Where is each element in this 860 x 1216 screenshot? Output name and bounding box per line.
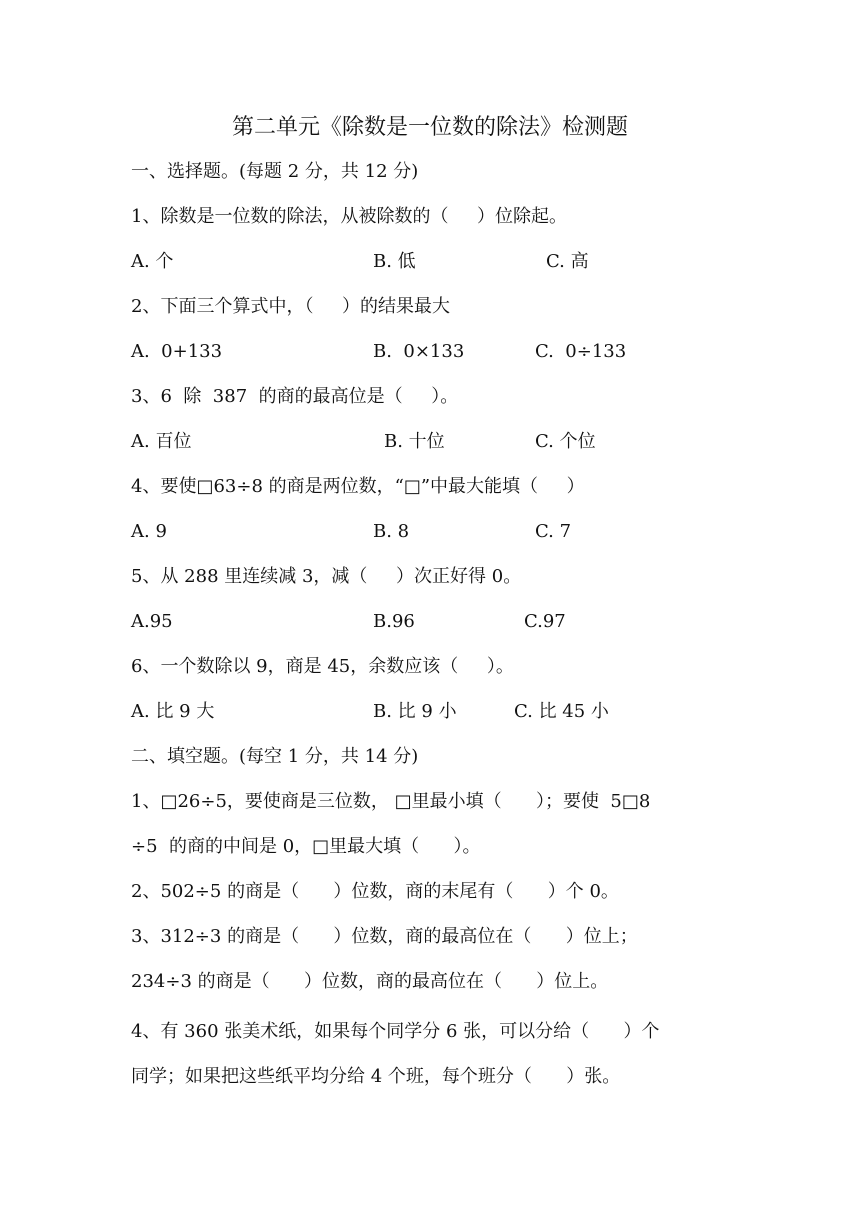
fill-line-1: 1、□26÷5，要使商是三位数， □里最小填（ ）；要使 5□8 <box>131 791 651 812</box>
fill-line-2: ÷5 的商的中间是 0，□里最大填（ ）。 <box>131 836 481 857</box>
q4-option-a: A. 9 <box>131 521 167 542</box>
section-heading-choice: 一、选择题。(每题 2 分，共 12 分) <box>131 161 419 182</box>
fill-line-7: 同学；如果把这些纸平均分给 4 个班，每个班分（ ）张。 <box>131 1066 621 1087</box>
section-heading-fill-blank: 二、填空题。(每空 1 分，共 14 分) <box>131 746 419 767</box>
question-3: 3、6 除 387 的商的最高位是（ ）。 <box>131 386 459 407</box>
q3-option-a: A. 百位 <box>131 431 192 452</box>
fill-line-5: 234÷3 的商是（ ）位数，商的最高位在（ ）位上。 <box>131 971 609 992</box>
q1-option-a: A. 个 <box>131 251 174 272</box>
q2-option-b: B. 0×133 <box>373 341 465 362</box>
q1-option-c: C. 高 <box>546 251 589 272</box>
q6-option-a: A. 比 9 大 <box>131 701 215 722</box>
q4-option-c: C. 7 <box>535 521 572 542</box>
fill-line-4: 3、312÷3 的商是（ ）位数，商的最高位在（ ）位上； <box>131 926 638 947</box>
q3-option-b: B. 十位 <box>384 431 445 452</box>
q2-option-c: C. 0÷133 <box>535 341 627 362</box>
question-4: 4、要使□63÷8 的商是两位数，“□”中最大能填（ ） <box>131 476 585 497</box>
q5-option-b: B.96 <box>373 611 415 632</box>
q1-option-b: B. 低 <box>373 251 416 272</box>
question-5: 5、从 288 里连续减 3，减（ ）次正好得 0。 <box>131 566 522 587</box>
question-1: 1、除数是一位数的除法，从被除数的（ ）位除起。 <box>131 206 568 227</box>
question-2: 2、下面三个算式中，（ ）的结果最大 <box>131 296 451 317</box>
fill-line-3: 2、502÷5 的商是（ ）位数，商的末尾有（ ）个 0。 <box>131 881 619 902</box>
q6-option-b: B. 比 9 小 <box>373 701 457 722</box>
q5-option-c: C.97 <box>524 611 566 632</box>
fill-line-6: 4、有 360 张美术纸，如果每个同学分 6 张，可以分给（ ）个 <box>131 1021 660 1042</box>
q4-option-b: B. 8 <box>373 521 410 542</box>
q5-option-a: A.95 <box>131 611 173 632</box>
page-title: 第二单元《除数是一位数的除法》检测题 <box>231 115 628 140</box>
q6-option-c: C. 比 45 小 <box>514 701 609 722</box>
q2-option-a: A. 0+133 <box>131 341 223 362</box>
q3-option-c: C. 个位 <box>535 431 596 452</box>
question-6: 6、一个数除以 9，商是 45，余数应该（ ）。 <box>131 656 514 677</box>
